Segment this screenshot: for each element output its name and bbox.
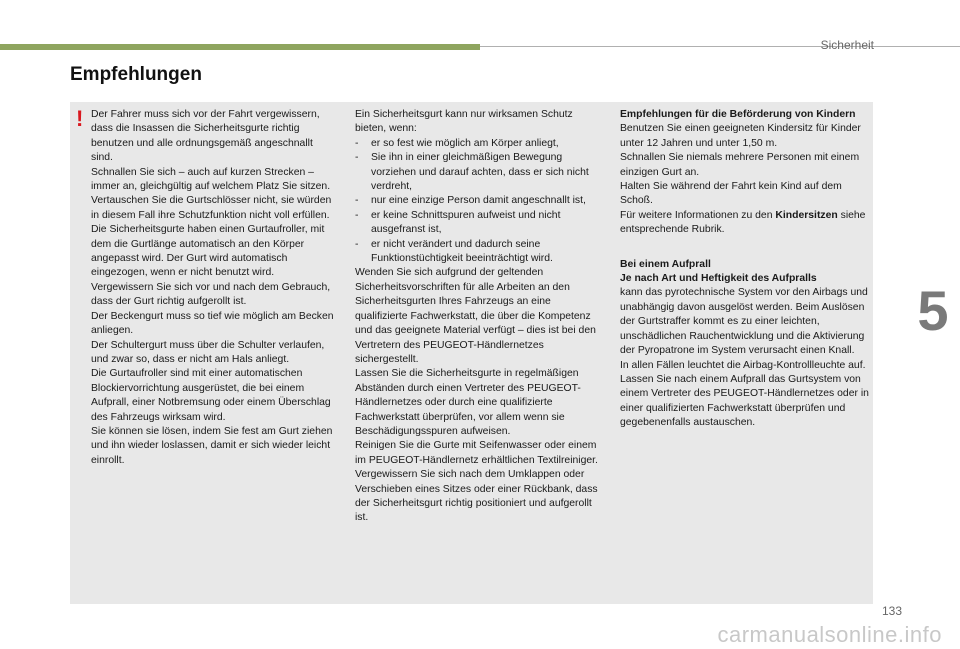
paragraph: In allen Fällen leuchtet die Airbag-Kontrollleuchte auf. (620, 359, 866, 371)
paragraph: Der Fahrer muss sich vor der Fahrt vergewissern, dass die Insassen die Sicherheitsgurte richtig benutzen und alle ordnungsgemäß angeschnallt sind. (91, 109, 320, 164)
paragraph: Sie können sie lösen, indem Sie fest am Gurt ziehen und ihn wieder loslassen, damit er sich wieder leicht einrollt. (91, 425, 333, 466)
warning-icon: ! (76, 106, 84, 131)
header-rule (480, 46, 960, 47)
paragraph (620, 209, 870, 238)
subheading-children: Empfehlungen für die Beförderung von Kindern (620, 109, 856, 120)
paragraph: Der Schultergurt muss über die Schulter verlaufen, und zwar so, dass er nicht am Hals anliegt. (91, 339, 325, 365)
header-accent-bar (0, 44, 480, 50)
intro-paragraph: Ein Sicherheitsgurt kann nur wirksamen Schutz bieten, wenn: (355, 109, 573, 135)
chapter-number: 5 (917, 278, 949, 342)
subheading-impact: Bei einem Aufprall (620, 258, 711, 270)
list-item: - er keine Schnittspuren aufweist und nicht ausgefranst ist, (355, 209, 605, 238)
spacer (620, 238, 870, 258)
paragraph: Wenden Sie sich aufgrund der geltenden Sicherheitsvorschriften für alle Arbeiten an den Sicherheitsgurten Ihres Fahrzeugs an eine qualifizierte Fachwerkstatt, die über die Kompetenz und das geeignete Material verfügt – dies ist bei den Vertretern des PEUGEOT-Händlernetzes sichergestellt. (355, 267, 596, 365)
paragraph: Benutzen Sie einen geeigneten Kindersitz für Kinder unter 12 Jahren und unter 1,50 m. (620, 123, 861, 149)
list-item: - nur eine einzige Person damit angeschnallt ist, (355, 194, 605, 208)
paragraph: Die Gurtaufroller sind mit einer automatischen Blockiervorrichtung ausgerüstet, die bei einem Aufprall, einer Notbremsung oder einem Überschlag des Fahrzeugs wirksam wird. (91, 368, 331, 423)
subheading-impact-type: Je nach Art und Heftigkeit des Aufpralls (620, 273, 817, 285)
paragraph: Vergewissern Sie sich nach dem Umklappen oder Verschieben eines Sitzes oder einer Rückbank, dass der Sicherheitsgurt richtig positioniert und aufgerollt ist. (355, 469, 598, 524)
paragraph: Vertauschen Sie die Gurtschlösser nicht, sie würden in diesem Fall ihre Schutzfunktion nicht voll erfüllen. (91, 195, 332, 221)
paragraph: Die Sicherheitsgurte haben einen Gurtaufroller, mit dem die Gurtlänge automatisch an den Körper angepasst wird. Der Gurt wird automatisch eingezogen, wenn er nicht benutzt wird. (91, 224, 325, 279)
paragraph: Schnallen Sie sich – auch auf kurzen Strecken – immer an, gleichgültig auf welchem Platz Sie sitzen. (91, 166, 331, 193)
list-item: - er nicht verändert und dadurch seine Funktionstüchtigkeit beeinträchtigt wird. (355, 238, 605, 267)
paragraph: Halten Sie während der Fahrt kein Kind auf dem Schoß. (620, 181, 842, 207)
paragraph: Reinigen Sie die Gurte mit Seifenwasser oder einem im PEUGEOT-Händlernetz erhältlichen Textilreiniger. (355, 440, 598, 466)
condition-list (355, 137, 605, 267)
text: Für weitere Informationen zu den (620, 209, 776, 221)
paragraph: Vergewissern Sie sich vor und nach dem Gebrauch, dass der Gurt richtig aufgerollt ist. (91, 281, 331, 308)
cross-reference: Kindersitzen (775, 209, 838, 221)
column-middle (355, 108, 605, 526)
list-item: - er so fest wie möglich am Körper anliegt, (355, 137, 605, 151)
list-item: - Sie ihn in einer gleichmäßigen Bewegung vorziehen und darauf achten, dass er sich nicht verdreht, (355, 151, 605, 194)
paragraph: Schnallen Sie niemals mehrere Personen mit einem einzigen Gurt an. (620, 152, 860, 178)
paragraph: kann das pyrotechnische System vor den Airbags und unabhängig davon ausgelöst werden. Beim Auslösen der Gurtstraffer kommt es zu einer leichten, unschädlichen Rauchentwicklung und die Aktivierung der Pyropatrone im System verursacht einen Knall. (620, 287, 868, 357)
footer-watermark: carmanualsonline.info (717, 622, 942, 647)
section-label: Sicherheit (820, 38, 874, 52)
paragraph: Der Beckengurt muss so tief wie möglich am Becken anliegen. (91, 310, 334, 337)
page-title: Empfehlungen (70, 64, 202, 85)
paragraph: Lassen Sie die Sicherheitsgurte in regelmäßigen Abständen durch einen Vertreter des PEUGEOT-Händlernetzes oder durch eine qualifizierte Fachwerkstatt überprüfen, vor allem wenn sie Beschädigungsspuren aufweisen. (355, 368, 581, 437)
paragraph: Lassen Sie nach einem Aufprall das Gurtsystem von einem Vertreter des PEUGEOT-Händlernetzes oder in einer qualifizierten Fachwerkstatt überprüfen und gegebenenfalls austauschen. (620, 373, 869, 429)
page-number: 133 (881, 604, 902, 618)
column-left (91, 108, 336, 468)
text: siehe entsprechende Rubrik. (620, 209, 866, 236)
column-right (620, 108, 870, 431)
